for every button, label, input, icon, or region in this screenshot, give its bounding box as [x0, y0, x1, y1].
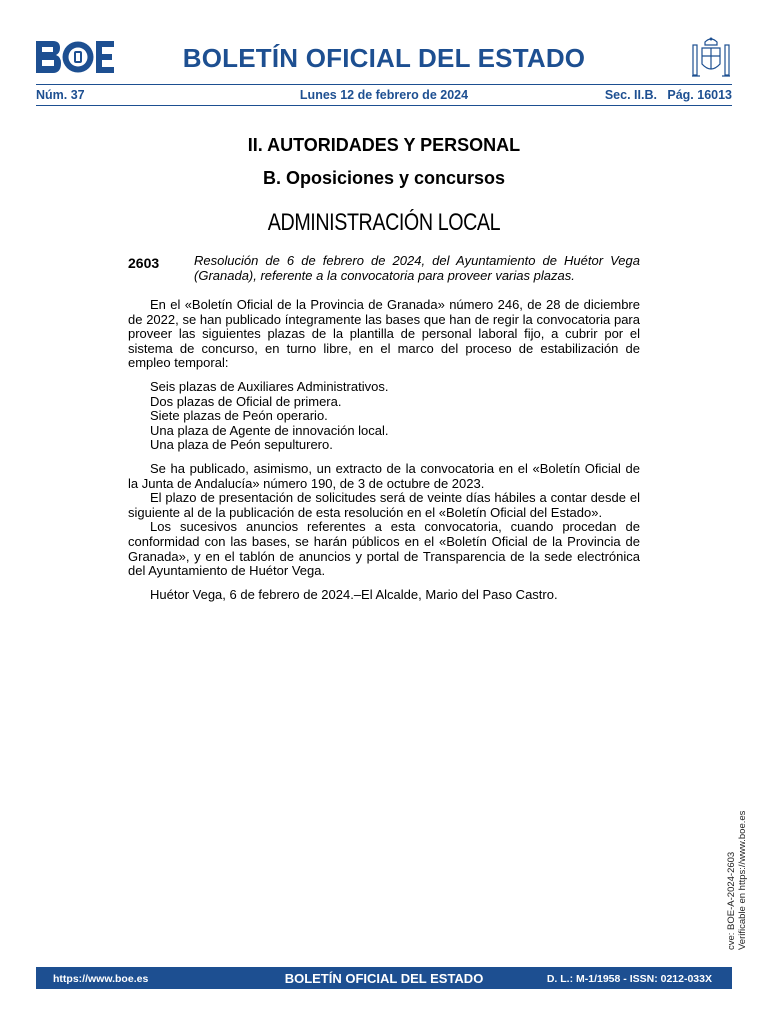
- issue-number: Núm. 37: [36, 88, 85, 102]
- footer-title: BOLETÍN OFICIAL DEL ESTADO: [284, 971, 484, 986]
- document-body: [128, 298, 640, 602]
- section-subtitle: B. Oposiciones y concursos: [262, 168, 506, 188]
- footer-bar: [36, 967, 732, 989]
- verification-note: [726, 811, 748, 950]
- list-item: Una plaza de Agente de innovación local.: [150, 422, 389, 438]
- section-page: Sec. II.B. Pág. 16013: [604, 88, 732, 102]
- extract-paragraph: Se ha publicado, asimismo, un extracto de la convocatoria en el «Boletín Oficial de la Junta de Andalucía» número 190, de 3 de octubre de 2023.: [128, 460, 640, 491]
- announcements-paragraph: Los sucesivos anuncios referentes a esta convocatoria, cuando procedan de conformidad con las bases, se harán públicos en el «Boletín Oficial de la Provincia de Granada», y en el tablón de anuncios y portal de Transparencia de la sede electrónica del Ayuntamiento de Huétor Vega.: [128, 519, 640, 579]
- entry-summary: Resolución de 6 de febrero de 2024, del Ayuntamiento de Huétor Vega (Granada), referente a la convocatoria para proveer varias plazas.: [194, 253, 640, 283]
- list-item: Siete plazas de Peón operario.: [150, 408, 328, 424]
- administration-heading: ADMINISTRACIÓN LOCAL: [267, 209, 501, 236]
- header-top-rule: [36, 84, 732, 85]
- list-item: Dos plazas de Oficial de primera.: [150, 393, 342, 409]
- deadline-paragraph: El plazo de presentación de solicitudes será de veinte días hábiles a contar desde el siguiente al de la publicación de esta resolución en el «Boletín Oficial del Estado».: [128, 490, 640, 520]
- footer-url-link[interactable]: https://www.boe.es: [53, 973, 149, 985]
- footer-legal: D. L.: M-1/1958 - ISSN: 0212-033X: [546, 973, 712, 985]
- boe-logo: [36, 41, 114, 73]
- list-item: Seis plazas de Auxiliares Administrativos.: [150, 378, 389, 394]
- list-item: Una plaza de Peón sepulturero.: [150, 437, 333, 453]
- issue-date: Lunes 12 de febrero de 2024: [299, 88, 469, 102]
- header-bottom-rule: [36, 105, 732, 106]
- masthead-title: BOLETÍN OFICIAL DEL ESTADO: [182, 43, 586, 73]
- positions-list: [128, 380, 640, 453]
- entry-number: 2603: [128, 255, 160, 271]
- cve-code: cve: BOE-A-2024-2603: [726, 851, 737, 950]
- verification-link[interactable]: Verificable en https://www.boe.es: [737, 810, 748, 950]
- header-meta-row: [36, 88, 732, 104]
- section-title: II. AUTORIDADES Y PERSONAL: [247, 135, 521, 155]
- intro-paragraph: En el «Boletín Oficial de la Provincia de Granada» número 246, de 28 de diciembre de 2022, se han publicado íntegramente las bases que han de regir la convocatoria para proveer las siguientes plazas de la plantilla de personal laboral fijo, a cubrir por el sistema de concurso, en turno libre, en el marco del proceso de estabilización de empleo temporal:: [128, 297, 640, 371]
- coat-of-arms-icon: [690, 36, 732, 80]
- signature-line: Huétor Vega, 6 de febrero de 2024.–El Alcalde, Mario del Paso Castro.: [150, 586, 558, 602]
